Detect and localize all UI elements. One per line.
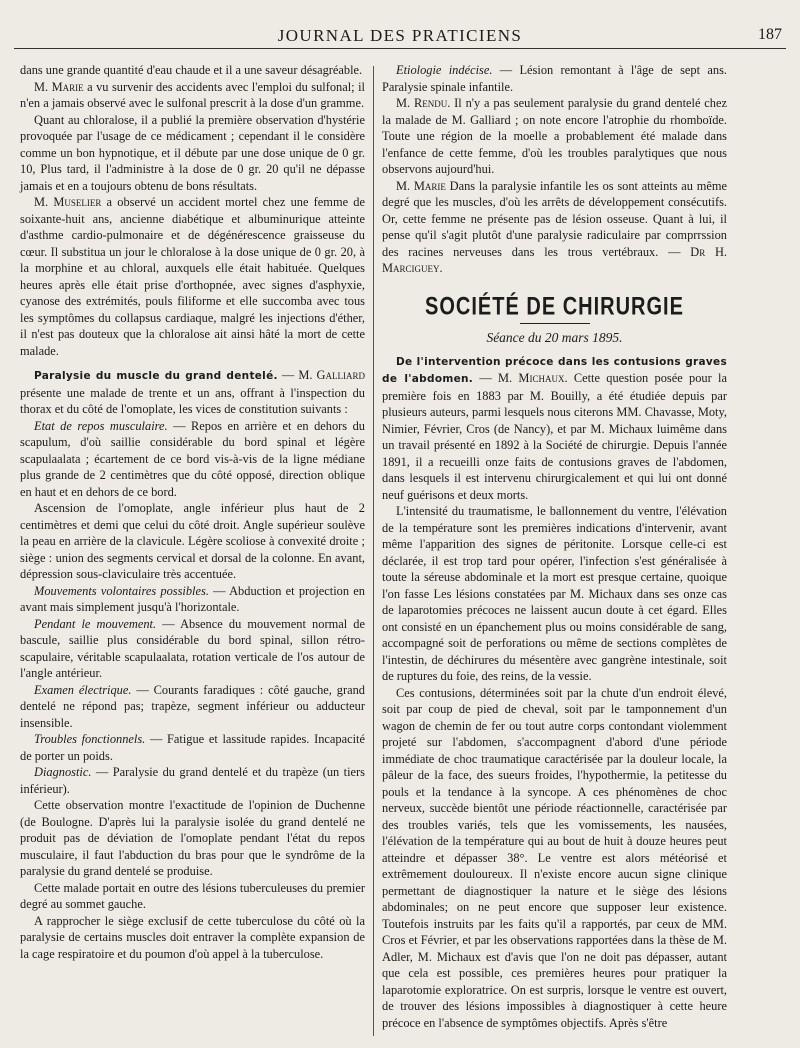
paragraph-lead: Troubles fonctionnels. <box>34 732 146 746</box>
paragraph <box>20 583 365 616</box>
speaker-name: — M. Galliard <box>277 368 365 382</box>
title-rule <box>520 323 590 324</box>
paragraph <box>382 62 727 95</box>
paragraph-text: — Absence du mouvement normal de bascule, saillie plus considérable du bord spinal, sillon rétro-scapulaire, véritable scapulaalata, rotation verticale de l'os autour de l'angle antérieur. <box>20 616 365 680</box>
paragraph-text: — Courants faradiques : côté gauche, grand dentelé ne répond pas; trapèze, segment inférieur ou adducteur insensible. <box>20 682 366 730</box>
paragraph: Quant au chloralose, il a publié la première observation d'hystérie provoquée par l'usage de ce médicament ; cependant il le considère comme un bon hypnotique, et il débute par une dose unique de 0 gr. 10, Plus tard, il l'administre à la dose de 0 gr. 20 qu'il ne dépasse jamais et en a toujours obtenu de bons résultats. <box>20 112 365 193</box>
paragraph <box>382 178 727 277</box>
paragraph <box>20 682 365 732</box>
paragraph: A rapprocher le siège exclusif de cette tuberculose du côté où la paralysie de certains muscles doit entraver la complète expansion de la cage respiratoire et du poumon d'où appel à la tuberculose. <box>20 913 365 961</box>
paragraph-text: — Abduction et projection en avant mais simplement jusqu'à l'horizontale. <box>20 583 365 614</box>
page-header <box>14 24 786 49</box>
paragraph <box>20 731 365 764</box>
paragraph-lead: Diagnostic. <box>34 765 92 779</box>
paragraph-text: Dans la paralysie infantile les os sont atteints au même degré que les muscles, d'où les arrêts de développement consécutifs. Or, cette femme ne présente pas de lésion osseuse. Quant à lui, il pense qu'il s'agit plutôt d'une paralysie radiculaire par comprrssion des racines nerveuses dans les trous vertébraux. <box>382 178 727 259</box>
paragraph-text: — Paralysie du grand dentelé et du trapèze (un tiers inférieur). <box>20 765 365 796</box>
paragraph-text: Cette question posée pour la première fois en 1883 par M. Bouilly, a été étudiée depuis par plusieurs auteurs, parmi lesquels nous citerons MM. Chavasse, Moty, Nimier, Février, Cros (de Nancy), et par M. Michaux luimême dans un travail présenté en 1892 à la Société de chirurgie. Depuis l'année 1891, il a recueilli onze faits de contusions graves de l'abdomen, dans lesquels il est intervenu chirurgicalement et qui lui ont donné neuf guérisons et deux morts. <box>382 371 727 502</box>
paragraph: Ascension de l'omoplate, angle inférieur plus haut de 2 centimètres et demi que celui du côté droit. Angle supérieur soulève la peau en arrière de la clavicule. Légère scoliose à convexité droite ; siège : union des segments cervical et dorsal de la colonne. En avant, dépression sous-claviculaire très accentuée. <box>20 501 365 581</box>
author-signature: — Dr H. Marciguey. <box>382 244 728 275</box>
running-title: JOURNAL DES PRATICIENS <box>277 26 523 45</box>
section-rubric: Paralysie du muscle du grand dentelé. <box>34 370 278 382</box>
section-rubric: De l'intervention précoce dans les contusions graves de l'abdomen. <box>382 355 727 385</box>
speaker-name: M. Muselier <box>34 195 102 209</box>
left-column <box>20 62 365 962</box>
paragraph: Cette malade portait en outre des lésions tuberculeuses du premier degré au sommet gauche. <box>20 880 365 911</box>
paragraph <box>20 79 365 112</box>
paragraph-lead: Mouvements volontaires possibles. <box>34 583 209 598</box>
paragraph-lead: Etat de repos musculaire. <box>34 418 168 433</box>
paragraph-text: a vu survenir des accidents avec l'emploi du sulfonal; il n'en a jamais observé avec le sulfonal prescrit à la dose d'un gramme. <box>20 79 365 110</box>
paragraph-text: — Repos en arrière et en dehors du scapulum, d'où saillie considérable du bord spinal et légère scapulaalata ; écartement de ce bord vis-à-vis de la ligne médiane plus grande de 2 centimètres que du côté opposé, direction oblique en haut et en dehors de ce bord. <box>20 418 365 499</box>
paragraph-text: — Fatigue et lassitude rapides. Incapacité de porter un poids. <box>20 732 365 763</box>
session-date: Séance du 20 mars 1895. <box>486 330 623 345</box>
speaker-name: M. Rendu. <box>396 96 451 110</box>
paragraph-lead: Pendant le mouvement. <box>34 616 157 631</box>
society-title: SOCIÉTÉ DE CHIRURGIE <box>425 292 684 321</box>
speaker-name: — M. Michaux. <box>473 371 568 385</box>
paragraph-text: a observé un accident mortel chez une femme de soixante-huit ans, ancienne diabétique et albuminurique atteinte d'asthme cardio-pulmonaire et de dégénérescence graisseuse du cœur. Il substitua un jour le chloralose à la dose unique de 0 gr. 20, à la morphine et au chloral, auxquels elle était habituée. Quelques heures après elle était prise d'orthopnée, avec signes d'asphyxie, cyanose des extrémités, pouls filiforme et elle succomba avec tous les symptômes du collapsus cardiaque, malgré les injections d'éther, il n'est pas douteux que la chloralose ait ainsi hâté la mort de cette malade. <box>20 195 365 358</box>
paragraph-lead: Etiologie indécise. <box>396 63 493 77</box>
paragraph <box>20 418 365 501</box>
speaker-name: M. Marie <box>396 178 446 193</box>
paragraph <box>20 367 365 418</box>
column-divider <box>373 66 374 1036</box>
paragraph: L'intensité du traumatisme, le ballonnement du ventre, l'élévation de la température sont les premières indications d'intervenir, avant même l'apparition des signes de péritonite. Lorsque celle-ci est déclarée, il est trop tard pour opérer, l'infection s'est généralisée à toute la séreuse abdominale et la mort est presque certaine, quoique l'on fasse Les lésions constatées par M. Michaux dans ses onze cas de laparotomies précoces ne laissent aucun doute à cet égard. Elles ont consisté en un épanchement plus ou moins considérable de sang, accompagné soit de perforations ou même de sections complètes de l'intestin, de déchirures du mésentère avec gangrène intestinale, soit de ruptures du foie, des reins, de la vessie. <box>382 504 727 683</box>
paragraph <box>382 353 727 504</box>
paragraph-lead: Examen électrique. <box>34 682 132 697</box>
page-number: 187 <box>758 26 782 43</box>
paragraph: Cette observation montre l'exactitude de l'opinion de Duchenne (de Boulogne. D'après lui la paralysie isolée du grand dentelé ne produit pas de déviation de l'omoplate pendant l'état du repos musculaire, il faut l'abduction du bras pour que le syndrôme de la paralysie du grand dentelé se produise. <box>20 798 365 878</box>
paragraph-text: présente une malade de trente et un ans, offrant à l'inspection du thorax et du côté de l'omoplate, les vices de constitution suivants : <box>20 385 365 416</box>
paragraph-text: — Lésion remontant à l'âge de sept ans. Paralysie spinale infantile. <box>382 63 727 94</box>
paragraph: dans une grande quantité d'eau chaude et il a une saveur désagréable. <box>20 63 363 77</box>
speaker-name: M. Marie <box>34 79 84 94</box>
paragraph <box>20 764 365 797</box>
paragraph: Ces contusions, déterminées soit par la chute d'un endroit élevé, soit par coup de pied de cheval, soit par le tamponnement d'un wagon de chemin de fer ou tout autre corps contondant violemment projeté sur l'abdomen, s'accompagnent d'abord d'une période immédiate de choc traumatique caractérisée par la douleur locale, la pâleur de la face, des sueurs froides, l'hypothermie, la petitesse du pouls et la tendance à la syncope. A ces phénomènes de choc nerveux, succède bientôt une période réactionnelle, caractérisée par des troubles variés, tels que les vomissements, les nausées, l'élévation de la température qui au bout de huit à douze heures peut atteindre et dépasser 38°. Le ventre est alors météorisé et extrêmement douloureux. Il n'existe encore aucun signe clinique permettant de diagnostiquer la nature et le siège des lésions abdominales; on ne peut encore que supposer leur existence. Toutefois instruits par les faits qu'il a rapportés, par ceux de MM. Cros et Février, et par les observations rapportées dans la thèse de M. Adler, M. Michaux est d'avis que l'on ne doit pas dépasser, autant que cela est possible, ces premières heures pour pratiquer la laparotomie exploratrice. On est surpris, lorsque le ventre est ouvert, de trouver des lésions impossibles à diagnostiquer à cette heure précoce en l'absence de symptômes objectifs. Après s'être <box>382 685 727 1030</box>
paragraph-text: Il n'y a pas seulement paralysie du grand dentelé chez la malade de M. Galliard ; on note encore l'atrophie du rhomboïde. Toute une région de la moelle a probablement été malade dans l'enfance de cette femme, d'où les troubles paralytiques que nous observons aujourd'hui. <box>382 96 727 176</box>
paragraph <box>20 194 365 359</box>
paragraph <box>20 616 365 682</box>
paragraph <box>382 95 727 178</box>
right-column <box>382 62 727 1031</box>
